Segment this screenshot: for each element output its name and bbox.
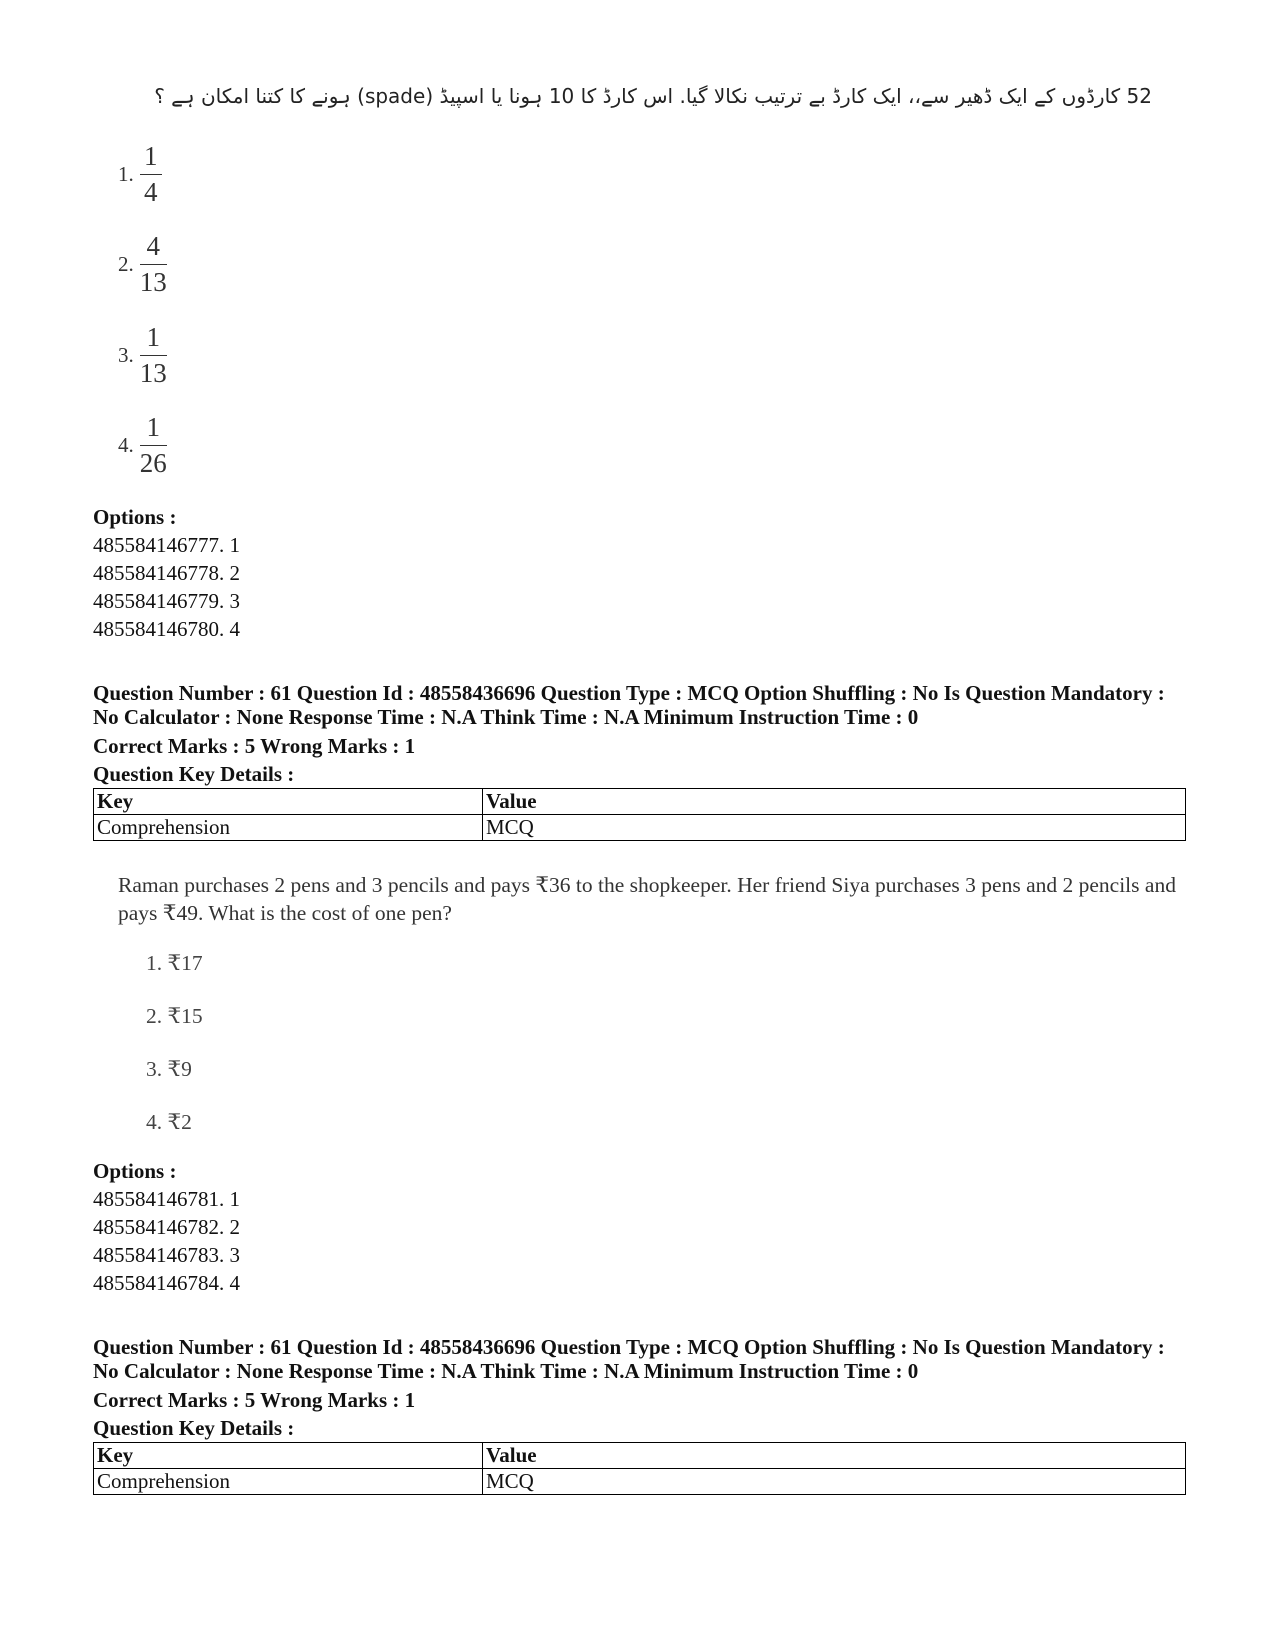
fraction-bar (140, 355, 167, 356)
option-line: 485584146780. 4 (93, 617, 240, 641)
question-meta-line1: Question Number : 61 Question Id : 48558436696 Question Type : MCQ Option Shuffling : No Is Question Mandatory : (93, 681, 1165, 705)
table-header-row (94, 1443, 1186, 1469)
fraction (140, 232, 167, 297)
answer-choice-1 (118, 142, 162, 207)
key-details-title: Question Key Details : (93, 1416, 295, 1440)
choice-number: 1. (118, 161, 134, 186)
header-key: Key (94, 789, 483, 815)
fraction-numerator: 1 (146, 322, 160, 352)
answer-choice-4 (118, 413, 167, 478)
answer-choice-3 (118, 323, 167, 388)
header-value: Value (483, 1443, 1186, 1469)
fraction (140, 413, 167, 478)
question-meta-line2: No Calculator : None Response Time : N.A Think Time : N.A Minimum Instruction Time : 0 (93, 705, 919, 729)
fraction-denominator: 13 (139, 358, 167, 389)
option-line: 485584146777. 1 (93, 533, 240, 557)
cell-key: Comprehension (94, 815, 483, 841)
option-line: 485584146784. 4 (93, 1271, 240, 1295)
question-meta-line1: Question Number : 61 Question Id : 48558436696 Question Type : MCQ Option Shuffling : No Is Question Mandatory : (93, 1335, 1165, 1359)
option-line: 485584146782. 2 (93, 1215, 240, 1239)
fraction-bar (140, 174, 162, 175)
fraction-bar (140, 264, 167, 265)
answer-choice-4: 4. ₹2 (146, 1110, 192, 1134)
option-line: 485584146783. 3 (93, 1243, 240, 1267)
question-meta-line2: No Calculator : None Response Time : N.A Think Time : N.A Minimum Instruction Time : 0 (93, 1359, 919, 1383)
question-text-urdu: 52 کارڈوں کے ایک ڈھیر سے،، ایک کارڈ بے ترتیب نکالا گیا. اس کارڈ کا 10 ہونا یا اسپیڈ (spade) ہونے کا کتنا امکان ہے ؟ (154, 84, 1152, 108)
options-title: Options : (93, 505, 177, 529)
options-title: Options : (93, 1159, 177, 1183)
fraction-denominator: 4 (144, 177, 158, 208)
fraction-denominator: 26 (139, 448, 167, 479)
cell-key: Comprehension (94, 1469, 483, 1495)
fraction (140, 142, 162, 207)
answer-choice-1: 1. ₹17 (146, 951, 203, 975)
header-value: Value (483, 789, 1186, 815)
key-details-table (93, 1442, 1186, 1495)
choice-number: 4. (118, 432, 134, 457)
choice-number: 2. (118, 251, 134, 276)
fraction-denominator: 13 (139, 267, 167, 298)
fraction-numerator: 4 (146, 231, 160, 261)
choice-number: 3. (118, 342, 134, 367)
fraction-numerator: 1 (144, 141, 158, 171)
table-row (94, 1469, 1186, 1495)
fraction-bar (140, 445, 167, 446)
question-text: Raman purchases 2 pens and 3 pencils and pays ₹36 to the shopkeeper. Her friend Siya purchases 3 pens and 2 pencils and pays ₹49. What is the cost of one pen? (118, 873, 1176, 925)
marks-line: Correct Marks : 5 Wrong Marks : 1 (93, 1388, 416, 1412)
answer-choice-3: 3. ₹9 (146, 1057, 192, 1081)
cell-value: MCQ (483, 815, 1186, 841)
cell-value: MCQ (483, 1469, 1186, 1495)
table-header-row (94, 789, 1186, 815)
option-line: 485584146781. 1 (93, 1187, 240, 1211)
fraction-numerator: 1 (146, 412, 160, 442)
answer-choice-2: 2. ₹15 (146, 1004, 203, 1028)
answer-choice-2 (118, 232, 167, 297)
header-key: Key (94, 1443, 483, 1469)
key-details-table (93, 788, 1186, 841)
option-line: 485584146779. 3 (93, 589, 240, 613)
option-line: 485584146778. 2 (93, 561, 240, 585)
key-details-title: Question Key Details : (93, 762, 295, 786)
fraction (140, 323, 167, 388)
marks-line: Correct Marks : 5 Wrong Marks : 1 (93, 734, 416, 758)
table-row (94, 815, 1186, 841)
